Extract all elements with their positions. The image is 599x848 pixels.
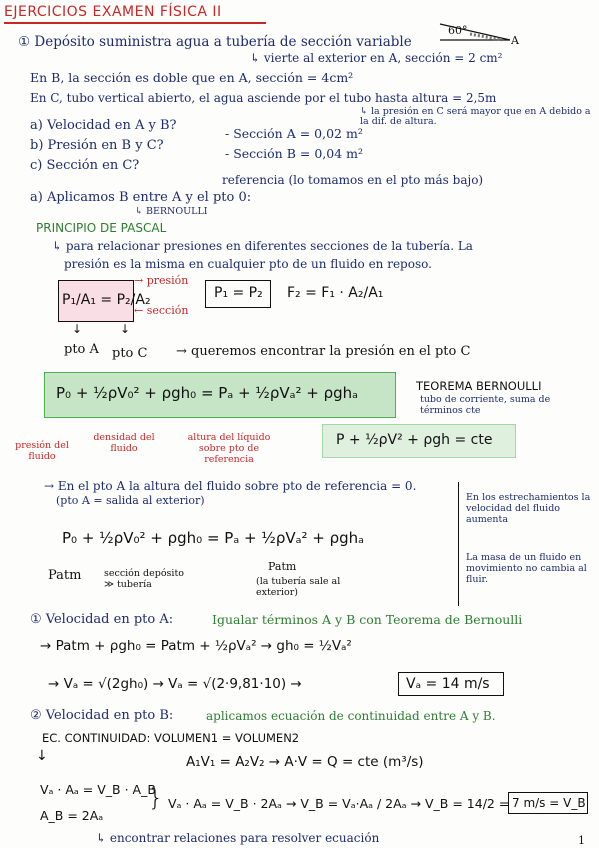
pascal-text-1: ↳ para relacionar presiones en diferentes secciones de la tubería. La [52, 239, 473, 253]
velocity-b-result: 7 m/s = V_B [512, 796, 586, 810]
velocity-a-eq-2: → Vₐ = √(2gh₀) → Vₐ = √(2·9,81·10) → [48, 676, 302, 692]
label-presion: → presión [134, 274, 189, 287]
question-c: c) Sección en C? [30, 158, 140, 173]
question-a: a) Velocidad en A y B? [30, 118, 177, 133]
bernoulli-expanded: P₀ + ½ρV₀² + ρgh₀ = Pₐ + ½ρVₐ² + ρghₐ [62, 529, 365, 547]
label-seccion: ← sección [134, 304, 189, 317]
label-densidad: densidad del fluido [93, 432, 155, 454]
bernoulli-equation: P₀ + ½ρV₀² + ρgh₀ = Pₐ + ½ρVₐ² + ρghₐ [56, 384, 359, 402]
velocity-b-last-line: ↳ encontrar relaciones para resolver ecuación [96, 831, 380, 845]
teorema-text: tubo de corriente, suma de términos cte [420, 394, 551, 416]
velocity-b-title-rest: aplicamos ecuación de continuidad entre A y B. [206, 709, 496, 723]
arrow-down-icon: ↓ [120, 322, 131, 336]
pto-a-height-note: → En el pto A la altura del fluido sobre pto de referencia = 0. [44, 479, 417, 493]
problem-line-2: En B, la sección es doble que en A, sección = 4cm² [30, 70, 354, 85]
label-la-tuberia: (la tubería sale al exterior) [256, 576, 341, 598]
brace-icon: } [148, 784, 164, 812]
velocity-a-eq-1: → Patm + ρgh₀ = Patm + ½ρVₐ² → gh₀ = ½Vₐ² [40, 638, 352, 654]
problem-line-1: ① Depósito suministra agua a tubería de sección variable [18, 34, 412, 50]
continuity-eq: A₁V₁ = A₂V₂ → A·V = Q = cte (m³/s) [186, 754, 424, 770]
question-b: b) Presión en B y C? [30, 138, 164, 153]
angle-label: 60° [448, 24, 468, 37]
arrow-down-icon: ↓ [36, 748, 48, 764]
page-number: 1 [578, 834, 585, 847]
velocity-b-title: ② Velocidad en pto B: [30, 708, 174, 723]
problem-line-1b: ↳ vierte al exterior en A, sección = 2 cm² [250, 51, 503, 65]
data-section-b: - Sección B = 0,04 m² [225, 146, 363, 161]
teorema-title: TEOREMA BERNOULLI [416, 379, 542, 393]
label-pto-c: pto C [112, 346, 148, 361]
data-section-a: - Sección A = 0,02 m² [225, 126, 363, 141]
pascal-equal-eq: P₁ = P₂ [214, 285, 263, 301]
point-a-label: A [511, 34, 519, 47]
bernoulli-note: ↳ BERNOULLI [135, 206, 208, 217]
velocity-b-solve: Vₐ · Aₐ = V_B · 2Aₐ → V_B = Vₐ·Aₐ / 2Aₐ → V_B = 14/2 = [168, 796, 510, 811]
velocity-a-title-rest: Igualar términos A y B con Teorema de Bernoulli [212, 612, 523, 627]
velocity-a-title: ① Velocidad en pto A: [30, 612, 174, 627]
label-patm-1: Patm [48, 568, 82, 583]
teorema-equation: P + ½ρV² + ρgh = cte [336, 432, 493, 448]
velocity-a-result: Vₐ = 14 m/s [406, 676, 490, 692]
pto-a-salida: (pto A = salida al exterior) [56, 494, 205, 507]
reference-note: referencia (lo tomamos en el pto más bajo) [222, 173, 484, 187]
label-altura: altura del líquido sobre pto de referencia [187, 432, 271, 465]
side-note-bar [458, 482, 459, 606]
problem-line-3: En C, tubo vertical abierto, el agua asciende por el tubo hasta altura = 2,5m [30, 91, 497, 105]
note-masa: La masa de un fluido en movimiento no cambia al fluir. [466, 552, 587, 585]
note-estrechamiento: En los estrechamientos la velocidad del fluido aumenta [466, 492, 591, 525]
answer-a-line: a) Aplicamos B entre A y el pto 0: [30, 190, 252, 205]
pascal-text-2: presión es la misma en cualquier pto de un fluido en reposo. [64, 257, 432, 271]
pascal-title: PRINCIPIO DE PASCAL [36, 221, 167, 235]
pto-c-goal: → queremos encontrar la presión en el pto C [176, 344, 471, 359]
page-title: EJERCICIOS EXAMEN FÍSICA II [4, 4, 266, 24]
label-pto-a: pto A [64, 342, 99, 357]
label-presion-fluido: presión del fluido [15, 440, 69, 462]
problem-line-3b: ↳ la presión en C será mayor que en A debido a la dif. de altura. [360, 106, 591, 127]
velocity-b-eq-a: Vₐ · Aₐ = V_B · A_B [40, 782, 156, 797]
pascal-ratio-eq: P₁/A₁ = P₂/A₂ [62, 292, 151, 308]
label-patm-2: Patm [268, 560, 297, 573]
label-seccion-deposito: sección depósito ≫ tubería [104, 568, 184, 590]
ec-continuidad: EC. CONTINUIDAD: VOLUMEN1 = VOLUMEN2 [42, 731, 300, 745]
arrow-down-icon: ↓ [72, 322, 83, 336]
velocity-b-eq-b: A_B = 2Aₐ [40, 808, 104, 823]
pascal-force-eq: F₂ = F₁ · A₂/A₁ [287, 285, 384, 301]
